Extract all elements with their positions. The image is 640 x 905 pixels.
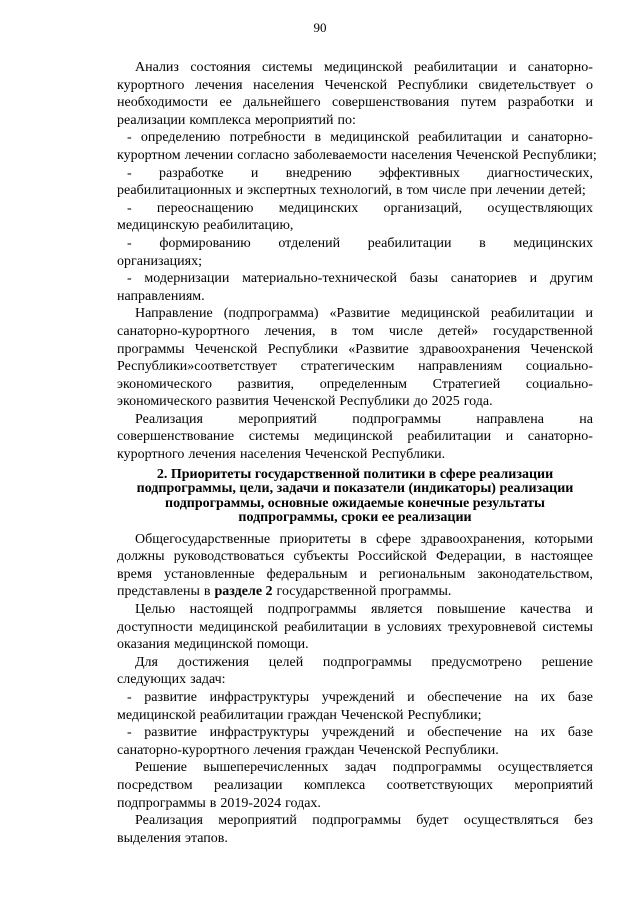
word: приоритеты	[279, 531, 351, 547]
word: граждан	[287, 707, 337, 723]
word: медицинских	[278, 200, 359, 216]
word: реализации	[214, 777, 283, 793]
word: медицинской	[313, 429, 393, 445]
word: Стратегией	[432, 376, 501, 392]
word: помощи.	[256, 637, 309, 653]
paragraph	[117, 59, 593, 129]
word: модернизации	[144, 271, 230, 287]
word: их	[540, 725, 556, 741]
word: задач:	[190, 672, 226, 688]
word: мероприятий	[238, 411, 317, 427]
word: реализации	[117, 112, 186, 128]
text-line	[117, 341, 593, 359]
word: мероприятий	[218, 813, 297, 829]
word: лечении	[496, 183, 545, 199]
text-line	[117, 112, 593, 130]
word: Анализ	[135, 60, 179, 75]
word: Чеченской	[304, 447, 368, 463]
word: на	[514, 690, 529, 705]
word: в	[479, 235, 486, 251]
word: в	[395, 183, 403, 199]
word: и	[529, 271, 538, 287]
word: осуществляться	[463, 813, 559, 829]
text-line	[117, 200, 593, 218]
word: курортном	[117, 147, 181, 163]
word: установленные	[164, 566, 255, 582]
word: санаторно-курортного	[117, 742, 250, 758]
word: при	[470, 183, 493, 199]
word: и	[511, 130, 519, 146]
word: мероприятий	[514, 777, 593, 793]
word: выделения	[117, 830, 181, 846]
word: программы.	[380, 584, 452, 600]
word: Целью	[135, 602, 176, 618]
text-line	[117, 724, 593, 742]
word: Чеченской	[358, 742, 421, 758]
word: соответствующих	[386, 777, 494, 793]
word: реабилитации	[284, 619, 368, 635]
word: и	[235, 183, 244, 199]
word: здравоохранения,	[420, 531, 525, 547]
word: качества	[520, 602, 571, 618]
text-line	[117, 601, 593, 619]
word: Общегосударственные	[135, 531, 271, 547]
word: Направление	[135, 306, 213, 322]
word: внедрению	[285, 165, 352, 181]
word: осуществляющих	[487, 200, 593, 216]
word: и	[585, 95, 593, 111]
word: разработки	[507, 95, 575, 111]
word: лечении	[184, 147, 234, 163]
text-line	[117, 217, 593, 235]
word: должны	[117, 549, 165, 565]
word: развитие	[144, 725, 197, 741]
heading-line: подпрограммы, основные ожидаемые конечные результаты	[165, 495, 545, 511]
word: базе	[567, 690, 593, 705]
word: программы	[117, 341, 185, 357]
text-line	[117, 759, 593, 777]
word: комплекса	[189, 112, 251, 128]
document-body	[117, 59, 597, 847]
word: Республики;	[407, 707, 482, 723]
paragraph	[117, 305, 593, 411]
word: реабилитации	[199, 707, 284, 723]
word: следующих	[117, 672, 187, 688]
word: дальнейшего	[243, 95, 321, 111]
text-line	[117, 358, 593, 376]
word: реабилитацию,	[203, 218, 294, 234]
word: Республики»соответствует	[117, 359, 278, 375]
word: -	[127, 165, 132, 181]
word: 2019-2024	[220, 795, 282, 811]
word: детей»	[437, 323, 479, 339]
word: является	[370, 602, 423, 618]
text-line	[117, 129, 593, 147]
text-line	[117, 619, 593, 637]
word: Республики	[397, 77, 468, 93]
word: Республики.	[424, 742, 499, 758]
word: медицинской	[117, 707, 196, 723]
word: реабилитации	[490, 306, 575, 322]
section-priorities	[117, 531, 593, 848]
word: достижения	[177, 654, 250, 670]
text-line	[117, 636, 593, 654]
text-line	[117, 305, 593, 323]
word: настоящей	[189, 602, 254, 618]
word: федеральным	[266, 566, 348, 582]
word: стратегическим	[300, 359, 395, 375]
text-line	[117, 147, 597, 165]
word: состояния	[190, 60, 251, 75]
word: задач	[344, 760, 377, 776]
word: инфраструктуры	[209, 725, 310, 741]
word: Чеченской	[324, 77, 388, 93]
word: и	[509, 60, 517, 75]
word: инфраструктуры	[209, 690, 310, 705]
word: осуществляется	[497, 760, 593, 776]
word: диагностических,	[487, 165, 593, 181]
word: другим	[549, 271, 593, 287]
word: -	[127, 130, 132, 146]
word: системы	[542, 619, 593, 635]
list-item	[117, 724, 593, 759]
word: года.	[463, 394, 493, 410]
text-line	[117, 94, 593, 112]
text-line	[117, 323, 593, 341]
word: реабилитации	[407, 429, 492, 445]
word: Для	[135, 654, 158, 670]
paragraph	[117, 531, 593, 601]
word: базе	[567, 725, 593, 741]
word: курортного	[117, 77, 185, 93]
word: оказания	[117, 637, 170, 653]
word: в	[514, 549, 522, 565]
text-line	[117, 777, 593, 795]
word: направлена	[476, 411, 544, 427]
word: субъекты	[293, 549, 349, 565]
list-item	[117, 270, 593, 305]
word: повышение	[436, 602, 506, 618]
section-heading	[117, 468, 593, 526]
word: -	[127, 235, 132, 251]
word: вышеперечисленных	[203, 760, 329, 776]
word: определению	[140, 130, 221, 146]
word: населения	[391, 147, 453, 163]
word: социально-	[525, 359, 593, 375]
word: по:	[337, 112, 356, 128]
word: Республики	[267, 341, 338, 357]
word: необходимости	[117, 95, 209, 111]
word: организаций,	[383, 200, 463, 216]
word: санаториев	[450, 271, 517, 287]
word: числе	[432, 183, 467, 199]
word: переоснащению	[156, 200, 254, 216]
word: медицинской	[173, 637, 253, 653]
word: экономического	[117, 376, 212, 392]
word: -	[127, 725, 132, 741]
section-intro	[117, 59, 597, 464]
word: Решение	[135, 760, 188, 776]
word: подпрограммы	[392, 760, 482, 776]
word: технологий,	[320, 183, 392, 199]
heading-line: 2. Приоритеты государственной политики в сфере реализации	[156, 466, 554, 482]
word: санаторно-курортного	[117, 323, 250, 339]
word: лечения	[195, 77, 243, 93]
word: населения	[253, 77, 315, 93]
word: здравоохранения	[419, 341, 521, 357]
word: -	[127, 200, 132, 216]
word: и	[585, 602, 593, 618]
bold-reference: разделе 2	[214, 584, 273, 600]
word: реабилитации	[414, 60, 498, 75]
word: детей;	[548, 183, 586, 199]
word: Республики.	[371, 447, 446, 463]
word: в	[314, 130, 322, 146]
word: потребности	[229, 130, 306, 146]
text-line	[117, 548, 593, 566]
word: «Развитие	[329, 306, 390, 322]
word: Федерации,	[436, 549, 506, 565]
word: медицинской	[199, 619, 278, 635]
word: посредством	[117, 777, 193, 793]
text-line	[117, 288, 593, 306]
word: медицинской	[330, 130, 410, 146]
word: системы	[248, 429, 300, 445]
word: на	[579, 411, 593, 427]
text-line	[117, 428, 593, 446]
word: эффективных	[378, 165, 460, 181]
word: предусмотрено	[431, 654, 522, 670]
list-item	[117, 165, 593, 200]
word: условиях	[386, 619, 442, 635]
heading-line: подпрограммы, сроки ее реализации	[238, 510, 472, 526]
word: и	[250, 165, 259, 181]
word: и	[407, 690, 415, 705]
text-line	[117, 165, 593, 183]
word: заболеваемости	[293, 147, 388, 163]
word: трехуровневой	[448, 619, 537, 635]
word: региональным	[378, 566, 466, 582]
list-item	[117, 129, 597, 164]
text-line	[117, 253, 593, 271]
word: будет	[416, 813, 449, 829]
word: развития	[215, 394, 269, 410]
word: Российской	[357, 549, 427, 565]
word: курортного	[117, 447, 185, 463]
word: руководствоваться	[173, 549, 285, 565]
word: -	[127, 690, 132, 705]
word: сфере	[376, 531, 412, 547]
word: настоящее	[530, 549, 593, 565]
word: до	[413, 394, 428, 410]
word: медицинской	[401, 306, 480, 322]
word: и	[585, 306, 593, 322]
word: системы	[261, 60, 313, 75]
paragraph	[117, 812, 593, 847]
word: Чеченской	[340, 707, 404, 723]
word: подпрограммы	[117, 795, 206, 811]
word: решение	[541, 654, 593, 670]
text-line	[117, 182, 593, 200]
word: реабилитации	[418, 130, 502, 146]
word: комплекса	[303, 777, 366, 793]
word: медицинских	[513, 235, 593, 251]
text-line	[117, 583, 593, 601]
word: том	[406, 183, 429, 199]
word: совершенствование	[117, 429, 235, 445]
word: экономического	[117, 394, 212, 410]
word: 2025	[431, 394, 460, 410]
text-line	[117, 446, 593, 464]
word: государственной	[276, 584, 377, 600]
word: отделений	[278, 235, 341, 251]
paragraph	[117, 601, 593, 654]
word: на	[514, 725, 529, 741]
word: Реализация	[135, 411, 203, 427]
word: медицинской	[323, 60, 403, 75]
word: социально-	[525, 376, 593, 392]
list-item	[117, 200, 593, 235]
word: Республики;	[522, 147, 597, 163]
text-line	[117, 531, 593, 549]
list-item	[117, 235, 593, 270]
heading-line: подпрограммы, цели, задачи и показатели (индикаторы) реализации	[136, 481, 574, 497]
word: мероприятий	[254, 112, 334, 128]
word: учреждений	[321, 725, 395, 741]
text-line	[117, 812, 593, 830]
word: в	[374, 619, 381, 635]
text-line	[117, 235, 593, 253]
word: базы	[409, 271, 438, 287]
word: санаторно-	[527, 429, 593, 445]
word: подпрограммы	[322, 654, 412, 670]
word: законодательством,	[477, 566, 593, 582]
word: «Развитие	[348, 341, 409, 357]
word: свидетельствует	[478, 77, 576, 93]
word: путем	[460, 95, 497, 111]
word: обеспечение	[427, 725, 502, 741]
word: подпрограммы	[352, 411, 442, 427]
word: совершенствования	[332, 95, 450, 111]
word: реабилитационных	[117, 183, 232, 199]
word: их	[540, 690, 556, 705]
word: (подпрограмма)	[223, 306, 319, 322]
text-line	[117, 742, 593, 760]
word: разработке	[158, 165, 224, 181]
word: время	[117, 566, 153, 582]
word: которыми	[534, 531, 593, 547]
word: государственной	[493, 323, 593, 339]
text-line	[117, 795, 593, 813]
text-line	[117, 411, 593, 429]
word: доступности	[117, 619, 193, 635]
word: Чеченской	[456, 147, 519, 163]
word: подпрограммы	[267, 602, 357, 618]
word: Чеченской	[194, 341, 258, 357]
text-line	[117, 566, 593, 584]
word: в	[203, 584, 211, 600]
word: и	[407, 725, 415, 741]
word: организациях;	[117, 253, 202, 269]
text-line	[117, 689, 593, 707]
word: лечения	[253, 742, 301, 758]
word: -	[127, 271, 132, 287]
word: согласно	[237, 147, 290, 163]
word: развития,	[237, 376, 295, 392]
word: граждан	[304, 742, 355, 758]
paragraph	[117, 411, 593, 464]
word: и	[359, 566, 367, 582]
word: том	[352, 323, 374, 339]
word: и	[505, 429, 514, 445]
word: обеспечение	[427, 690, 502, 705]
word: развитие	[144, 690, 197, 705]
text-line	[117, 77, 593, 95]
word: этапов.	[184, 830, 228, 846]
word: целей	[268, 654, 304, 670]
text-line	[117, 59, 593, 77]
word: учреждений	[321, 690, 395, 705]
paragraph	[117, 759, 593, 812]
word: материально-технической	[242, 271, 397, 287]
text-line	[117, 707, 593, 725]
word: определенным	[319, 376, 408, 392]
word: Реализация	[135, 813, 203, 829]
text-line	[117, 830, 593, 848]
text-line	[117, 671, 593, 689]
word: годах.	[285, 795, 321, 811]
word: Республики	[339, 394, 410, 410]
word: санаторно-	[527, 130, 593, 146]
word: реабилитации	[367, 235, 452, 251]
word: направлениям.	[117, 288, 205, 304]
word: без	[574, 813, 593, 829]
word: лечения,	[264, 323, 316, 339]
word: представлены	[117, 584, 200, 600]
word: в	[360, 531, 367, 547]
word: лечения	[188, 447, 236, 463]
word: в	[209, 795, 217, 811]
word: экспертных	[247, 183, 317, 199]
text-line	[117, 393, 593, 411]
word: медицинскую	[117, 218, 200, 234]
text-line	[117, 654, 593, 672]
page-number: 90	[313, 20, 327, 35]
word: Чеченской	[272, 394, 336, 410]
word: подпрограммы	[312, 813, 401, 829]
word: направлениям	[418, 359, 503, 375]
list-item	[117, 689, 593, 724]
word: населения	[239, 447, 301, 463]
word: санаторно-	[527, 60, 593, 75]
text-line	[117, 376, 593, 394]
word: о	[586, 77, 593, 93]
word: числе	[388, 323, 423, 339]
word: ее	[219, 95, 232, 111]
text-line	[117, 270, 593, 288]
word: в	[330, 323, 338, 339]
word: формированию	[159, 235, 251, 251]
paragraph	[117, 654, 593, 689]
word: Чеченской	[530, 341, 593, 357]
